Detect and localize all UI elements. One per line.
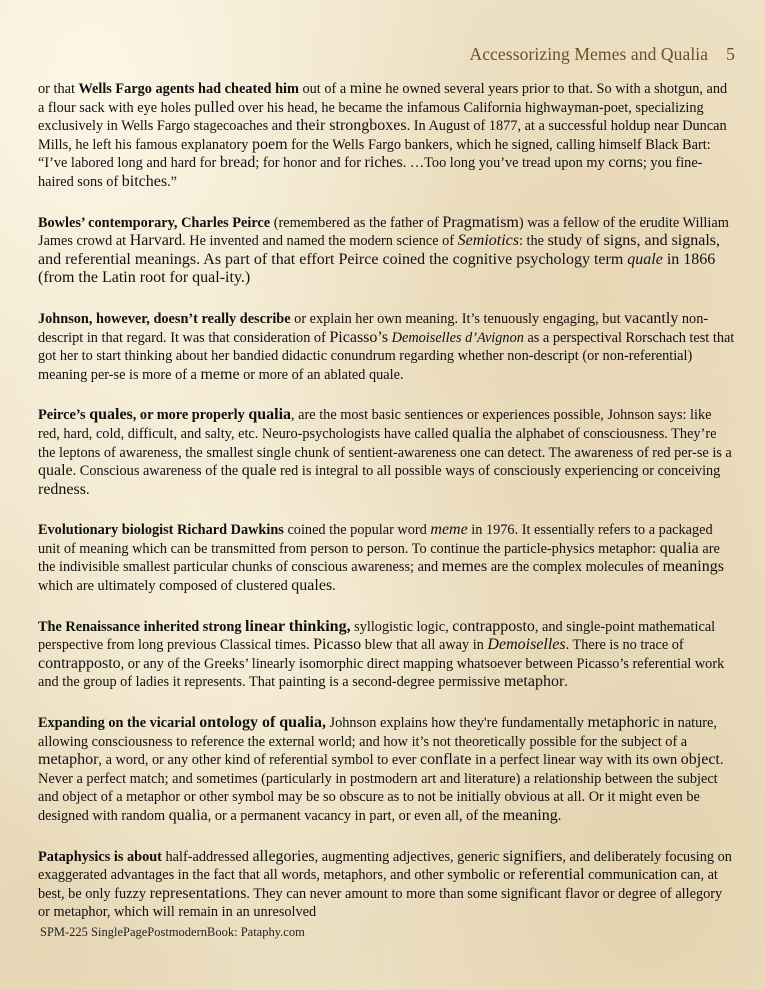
text-run: metaphor — [503, 673, 565, 691]
text-run: : the — [518, 233, 548, 250]
text-run: poem — [252, 135, 288, 153]
text-run: Evolutionary biologist Richard Dawkins — [38, 522, 284, 539]
text-run: . Conscious awareness of the — [72, 463, 242, 480]
paragraph — [38, 406, 735, 499]
text-run: meme — [430, 521, 468, 539]
text-run: Pragmatism — [442, 213, 519, 231]
text-run: . — [564, 674, 568, 691]
page-number: 5 — [726, 44, 735, 64]
text-run: mine — [349, 80, 382, 97]
text-run: for the Wells Fargo bankers, which he signed, calling himself Black Bart: “I’ve labored long and hard for — [38, 136, 711, 172]
paragraph — [38, 618, 735, 692]
text-run: bread — [219, 154, 256, 172]
text-run: Harvard — [129, 232, 183, 250]
paragraph — [38, 214, 735, 288]
text-run: in 1866 (from the Latin root for qual-ity.) — [38, 250, 716, 287]
text-run: qualia — [248, 406, 292, 424]
text-run: pulled — [194, 98, 235, 116]
text-run: contrapposto — [38, 654, 121, 672]
text-run: Picasso — [313, 636, 362, 654]
page-footer: SPM-225 SinglePagePostmodernBook: Pataphy.com — [40, 925, 305, 939]
text-run: as a perspectival Rorschach test that got her to start thinking about her bandied didactic conundrum regarding whether non-descript (or non-referential) meaning per-se is more of a — [38, 329, 735, 383]
text-run: vacantly — [624, 309, 679, 327]
text-run: , a word, or any other kind of referential symbol to ever — [98, 752, 420, 769]
text-run: . There is no trace of — [565, 637, 684, 654]
text-run: Demoiselles d’Avignon — [391, 329, 524, 346]
text-run: Peirce’s — [38, 407, 90, 424]
text-run: . — [557, 808, 562, 824]
text-run: meme — [200, 365, 240, 383]
text-run: . He invented and named the modern science of — [182, 233, 458, 250]
text-run: allegories — [252, 847, 315, 865]
paragraph — [38, 310, 735, 384]
text-run: . — [85, 481, 90, 498]
text-run: , and single-point mathematical perspective from long previous Classical times. — [38, 618, 716, 654]
text-run: Demoiselles — [487, 636, 566, 654]
text-run: or that — [38, 81, 79, 97]
text-run: Johnson explains how they're fundamentally — [325, 715, 588, 732]
paragraph — [38, 714, 735, 826]
text-run: in nature, allowing consciousness to reference the external world; and how it’s not theoretically possible for the subject of a — [38, 715, 717, 750]
text-run: over his head, he became the infamous California highwayman-poet, specializing exclusively in Wells Fargo stagecoaches and — [38, 99, 704, 135]
text-run: . — [332, 578, 336, 595]
text-run: .” — [167, 173, 178, 190]
text-run: object — [680, 751, 720, 769]
text-run: conflate — [420, 751, 472, 769]
text-run: , or a permanent vacancy in part, or even all, of the — [207, 808, 503, 824]
text-run: ) was a fellow of the erudite William James crowd at — [38, 214, 729, 250]
text-run: linear thinking, — [245, 617, 351, 635]
text-run: . In August of 1877, at a successful holdup near Duncan Mills, he left his famous explanatory — [38, 118, 727, 153]
text-run: Wells Fargo agents had cheated him — [78, 81, 299, 97]
text-run: syllogistic logic, — [350, 618, 453, 635]
text-run: Pataphysics is about — [38, 848, 162, 865]
text-run: are the complex molecules of — [487, 559, 663, 576]
text-run: red is integral to all possible ways of consciously experiencing or conceiving — [276, 463, 721, 480]
text-run: quale — [627, 250, 663, 268]
text-run: Bowles’ contemporary, Charles Peirce — [38, 214, 271, 231]
text-run: in 1976. It essentially refers to a packaged unit of meaning which can be transmitted from person to person. To continue the particle-physics metaphor: — [38, 522, 713, 557]
text-run: , are the most basic sentiences or experiences possible, Johnson says: like red, hard, cold, difficult, and salty, etc. Neuro-psychologists have called — [38, 407, 712, 442]
text-run: contrapposto — [452, 617, 535, 635]
text-run: ontology of qualia, — [199, 714, 326, 732]
paragraph — [38, 521, 735, 595]
text-run: meaning — [502, 807, 558, 824]
text-run: Expanding on the vicarial — [38, 715, 200, 732]
text-run: , or more properly — [132, 407, 249, 424]
text-run: metaphoric — [587, 714, 660, 732]
paragraph — [38, 80, 735, 192]
text-run: , augmenting adjectives, generic — [314, 848, 503, 865]
text-run: referential — [518, 866, 585, 884]
text-run: qualia — [168, 807, 208, 824]
text-run: meanings — [662, 558, 724, 576]
text-run: non-descript in that regard. It was that consideration of — [38, 310, 709, 346]
text-run: metaphor — [38, 751, 99, 769]
text-run: signifiers — [502, 847, 563, 865]
text-run: Picasso’s — [329, 328, 389, 346]
text-run: half-addressed — [161, 848, 253, 865]
text-run: the alphabet of consciousness. They’re the leptons of awareness, the smallest single chunk of sentient-awareness one can detect. The awareness of red per-se is a — [38, 425, 732, 461]
text-run: . Never a perfect match; and sometimes (particularly in postmodern art and literature) a relationship between the subject and object of a metaphor or other symbol may be so obscure as to not be initially obvious at all. Or it might even be designed with random — [38, 752, 724, 824]
text-run: , and deliberately focusing on exaggerated advantages in the fact that all words, metaphors, and other symbolic or — [38, 848, 732, 884]
text-run: their strongboxes — [295, 117, 407, 135]
text-run: redness — [38, 480, 86, 498]
text-run: are the indivisible smallest particular chunks of conscious awareness; and — [38, 540, 720, 576]
text-run: in a perfect linear way with its own — [471, 752, 681, 769]
paragraph — [38, 848, 735, 922]
text-run: ; you fine-haired sons of — [38, 155, 703, 190]
text-run: Johnson, however, doesn’t really describe — [38, 310, 291, 327]
text-run: corns — [608, 154, 643, 172]
running-header — [469, 44, 735, 65]
text-run: memes — [441, 558, 488, 576]
text-run: (remembered as the father of — [270, 214, 443, 231]
text-run: blew that all away in — [361, 637, 488, 654]
text-run: ; for honor and for — [255, 155, 365, 172]
text-run: quales — [291, 577, 333, 595]
text-run: quale — [38, 462, 73, 480]
text-run: coined the popular word — [283, 522, 431, 539]
page-body — [38, 80, 735, 944]
text-run: . They can never amount to more than some significant flavor or degree of allegory or metaphor, which will remain in an unresolved — [38, 885, 723, 921]
text-run: representations — [149, 884, 247, 902]
text-run: qualia — [452, 424, 492, 442]
text-run: quales — [89, 406, 133, 424]
text-run: communication can, at best, be only fuzzy — [38, 867, 718, 902]
text-run: bitches — [121, 172, 168, 190]
text-run: which are ultimately composed of clustered — [38, 578, 292, 595]
text-run: he owned several years prior to that. So with a shotgun, and a flour sack with eye holes — [38, 81, 728, 116]
text-run: qualia — [659, 539, 699, 557]
text-run: out of a — [298, 81, 350, 97]
text-run: study of signs, and signals, and referential meanings. As part of that effort Peirce coined the cognitive psychology term — [38, 232, 721, 268]
text-run: , or any of the Greeks’ linearly isomorphic direct mapping whatsoever between Picasso’s referential work and the group of ladies it represents. That painting is a second-degree permissive — [38, 655, 725, 691]
text-run: Semiotics — [457, 232, 519, 250]
text-run: or more of an ablated quale. — [239, 366, 404, 383]
text-run: or explain her own meaning. It’s tenuously engaging, but — [290, 310, 625, 327]
text-run: quale — [241, 462, 277, 480]
text-run: . …Too long you’ve tread upon my — [402, 155, 609, 172]
text-run: riches — [364, 154, 403, 172]
header-title: Accessorizing Memes and Qualia — [469, 44, 709, 64]
text-run: The Renaissance inherited strong — [38, 618, 246, 635]
